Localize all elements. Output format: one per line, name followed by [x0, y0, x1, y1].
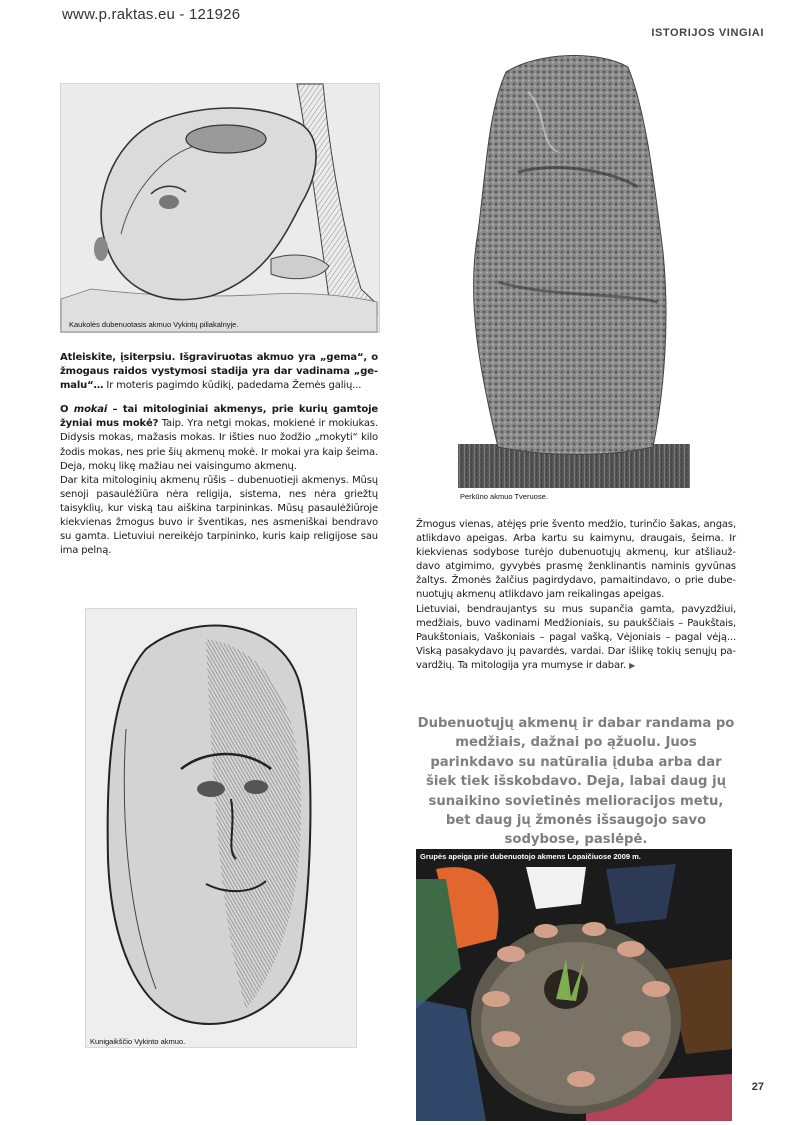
skull-stone-caption: Kaukolės dubenuotasis akmuo Vykintų piliakalnyje. — [69, 320, 239, 329]
gema-lead: Atleiskite, įsiterpsiu. Išgraviruotas akmuo yra „gema“, o žmogaus raidos vystymosi stadija yra dar vadinama „gemalu“… — [60, 352, 378, 392]
paragraph-lietuviai — [416, 603, 736, 673]
ritual-photo-image — [416, 849, 732, 1121]
mokai-start: O — [60, 404, 74, 416]
pull-quote: Dubenuotųjų akmenų ir dabar randama po medžiais, dažnai po ąžuolu. Juos parinkdavo su natūralia įduba arba dar šiek tiek išskobdavo. Deja, labai daug jų sunaikino sovietinės melioracijos metu, bet daug jų žmonės išsaugojo savo sodybose, paslėpė. — [417, 716, 735, 848]
mokai-question: – tai mitologiniai akmenys, prie kurių gamtoje žyniai mus mokė? — [60, 404, 379, 430]
perkuno-stone-image — [458, 52, 690, 488]
left-column-text — [60, 351, 378, 558]
skull-stone-drawing — [61, 84, 379, 332]
lietuviai-text: Lietuviai, bendraujantys su mus supančia gamta, pavyzdžiui, medžiais, buvo vadinami Medžioniais, su paukščiais – Paukštais, Paukštoniais, Vaškoniais – pagal vašką, Vėjoniais – pagal vėją... Viską pasakydavo jų pavardės, vardai. Dar išlikę tokių senųjų pavardžių. Ta mitologija yra mumyse ir dabar. — [416, 603, 736, 671]
section-title: ISTORIJOS VINGIAI — [651, 27, 764, 39]
paragraph-mokai — [60, 403, 378, 473]
page-number: 27 — [751, 1081, 764, 1093]
vykinto-stone-drawing — [86, 609, 356, 1047]
perkuno-stone-caption: Perkūno akmuo Tveruose. — [460, 492, 548, 501]
paragraph-zmogus: Žmogus vienas, atėjęs prie švento medžio, turinčio šakas, angas, atlikdavo apeigas. Arba kartu su kaimynu, draugais, šeima. Ir kiekvienas sodybose turėjo dubenuotųjų akmenų, kur atšliauždavo atgimimo, gyvybės prasmę ženklinantis naminis gyvūnas žaltys. Žmonės žalčius pagirdydavo, pamaitindavo, o prie dubenuotųjų akmenų atlikdavo jam reikalingas apeigas. — [416, 519, 736, 601]
ritual-photo — [416, 849, 732, 1121]
vykinto-stone-caption: Kunigaikščio Vykinto akmuo. — [90, 1037, 186, 1046]
watermark-url: www.p.raktas.eu - 121926 — [62, 6, 241, 23]
end-marker-icon: ▶ — [629, 660, 636, 670]
paragraph-dubenuotieji: Dar kita mitologinių akmenų rūšis – dubenuotieji akmenys. Mūsų senoji pasaulėžiūra nėra religija, sistema, nes nėra griežtų taisyklių, kur viską tau aiškina tarpininkas. Mūsų pasaulėžiūroje kiekvienas žmogus buvo ir šventikas, nes asmeniškai bendravo su gamta. Lietuviui nereikėjo tarpininko, kuris kaip religijose sau ima pelną. — [60, 474, 378, 557]
skull-stone-sketch — [60, 83, 380, 333]
gema-rest: Ir moteris pagimdo kūdikį, padedama Žemės galių... — [103, 380, 362, 392]
mokai-italic: mokai — [73, 404, 108, 416]
ritual-photo-caption: Grupės apeiga prie dubenuotojo akmens Lopaičiuose 2009 m. — [420, 852, 641, 861]
mokai-rest: Taip. Yra netgi mokas, mokienė ir mokiukas. Didysis mokas, mažasis mokas. Ir išties nuo žodžio „mokyti“ kilo žodis mokas, nes prie šių akmenų mokė. Ir mokai yra kaip šeima. Deja, mokų likę mažiau nei vaisingumo akmenų. — [60, 418, 378, 472]
perkuno-stone-photo — [458, 52, 690, 501]
paragraph-gema — [60, 351, 378, 393]
vykinto-stone-sketch — [85, 608, 357, 1048]
right-column-text — [416, 518, 736, 673]
